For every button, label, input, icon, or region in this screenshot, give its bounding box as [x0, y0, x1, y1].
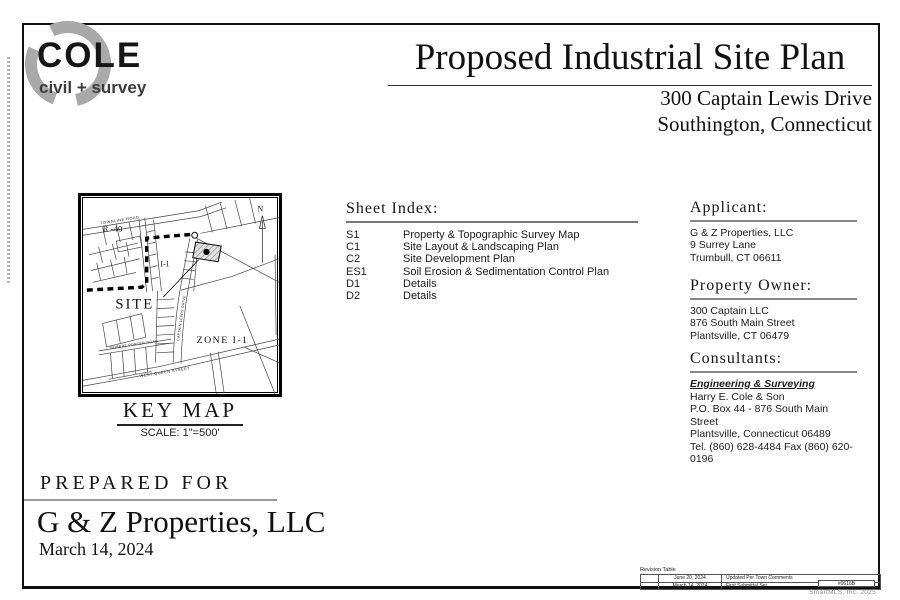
revision-date: March 14, 2024 — [659, 583, 722, 590]
sheet-title-text: Soil Erosion & Sedimentation Control Plan — [403, 265, 610, 278]
key-map-title: KEY MAP — [117, 398, 243, 426]
consultants-heading: Consultants: — [690, 350, 783, 367]
sheet-index-heading: Sheet Index: — [346, 200, 439, 217]
applicant-line: 9 Surrey Lane — [690, 239, 756, 251]
robert-porter-road-label: ROBERT PORTER ROAD — [110, 339, 159, 350]
sheet-title-text: Details — [403, 277, 437, 290]
issue-date: March 14, 2024 — [39, 539, 154, 559]
applicant-line: Trumbull, CT 06611 — [690, 251, 782, 264]
logo-wordmark: COLE — [37, 36, 143, 75]
consultants-section — [690, 350, 857, 466]
applicant-heading: Applicant: — [690, 199, 768, 216]
key-map-border — [82, 197, 278, 393]
sheet-title: Proposed Industrial Site Plan — [388, 36, 872, 86]
consultants-subheading: Engineering & Surveying — [690, 377, 815, 390]
margin-microtext-strip — [7, 57, 10, 285]
sheet-code: C2 — [346, 253, 361, 266]
job-number-box: #0616B — [818, 580, 875, 588]
sheet-code: D2 — [346, 290, 361, 303]
property-owner-line: 300 Captain LLC — [690, 304, 769, 317]
zone-r40-label: R -40 — [102, 223, 123, 234]
applicant-line: G & Z Properties, LLC — [690, 226, 794, 239]
boundary-node — [192, 232, 198, 238]
sheet-index-rule — [346, 221, 638, 223]
consultant-line: P.O. Box 44 - 876 South Main Street — [690, 403, 829, 428]
cole-logo — [22, 18, 192, 118]
applicant-section — [690, 199, 857, 264]
revision-table-label: Revision Table — [640, 567, 676, 573]
project-address-line1: 300 Captain Lewis Drive — [660, 86, 872, 110]
prepared-for-label: PREPARED FOR — [40, 472, 233, 494]
north-arrow-icon — [259, 216, 265, 263]
sheet-index-row — [346, 266, 638, 278]
applicant-rule — [690, 220, 857, 222]
sheet-index-row — [346, 241, 638, 253]
revision-description: First Submittal Set — [722, 583, 881, 590]
sheet-code: C1 — [346, 241, 361, 254]
sheet-index-section — [346, 200, 638, 302]
footer-credit: SmartMLS, Inc. 2025 — [809, 589, 876, 596]
key-map-drawing — [83, 198, 279, 394]
logo-tagline: civil + survey — [39, 78, 147, 97]
revision-description: Updated Per Town Comments — [722, 575, 881, 582]
key-map-caption — [78, 398, 282, 439]
project-address-line2: Southington, Connecticut — [657, 112, 872, 136]
sheet-code: ES1 — [346, 265, 367, 278]
zone-i1-large-label: ZONE I-1 — [196, 335, 249, 347]
key-map-scale: SCALE: 1"=500' — [140, 427, 220, 439]
sheet-code: S1 — [346, 229, 360, 241]
revision-number-cell — [641, 583, 659, 590]
sheet-title-text: Site Development Plan — [403, 253, 515, 266]
key-map — [78, 193, 282, 397]
zone-i1-label: I-1 — [160, 259, 170, 269]
consultant-line: Tel. (860) 628-4484 Fax (860) 620-0196 — [690, 440, 853, 465]
sheet-code: D1 — [346, 277, 361, 290]
captain-lewis-drive-label: CAPTAIN LEWIS DRIVE — [176, 295, 187, 342]
property-owner-line: 876 South Main Street — [690, 317, 795, 329]
property-owner-line: Plantsville, CT 06479 — [690, 329, 790, 342]
property-owner-heading: Property Owner: — [690, 277, 813, 294]
sheet-index-row — [346, 229, 638, 241]
revision-number-cell — [641, 575, 659, 582]
property-owner-rule — [690, 298, 857, 300]
townline-road-label: TOWNLINE ROAD — [100, 214, 140, 226]
sheet-title-text: Site Layout & Landscaping Plan — [403, 241, 559, 254]
sheet-title-text: Property & Topographic Survey Map — [403, 229, 580, 241]
sheet-title-text: Details — [403, 290, 437, 303]
consultant-line: Harry E. Cole & Son — [690, 390, 785, 403]
sheet-index-row — [346, 253, 638, 265]
site-label: SITE — [115, 296, 155, 313]
west-queen-street-label: WEST QUEEN STREET — [139, 365, 191, 379]
consultants-rule — [690, 371, 857, 373]
client-name: G & Z Properties, LLC — [37, 504, 326, 539]
prepared-for-rule — [24, 499, 277, 501]
consultant-line: Plantsville, Connecticut 06489 — [690, 428, 831, 440]
sheet-index-row — [346, 290, 638, 302]
property-owner-section — [690, 277, 857, 342]
revision-date: June 20, 2024 — [659, 575, 722, 582]
sheet-index-row — [346, 278, 638, 290]
site-marker-dot — [203, 249, 209, 255]
north-label: N — [257, 204, 264, 214]
